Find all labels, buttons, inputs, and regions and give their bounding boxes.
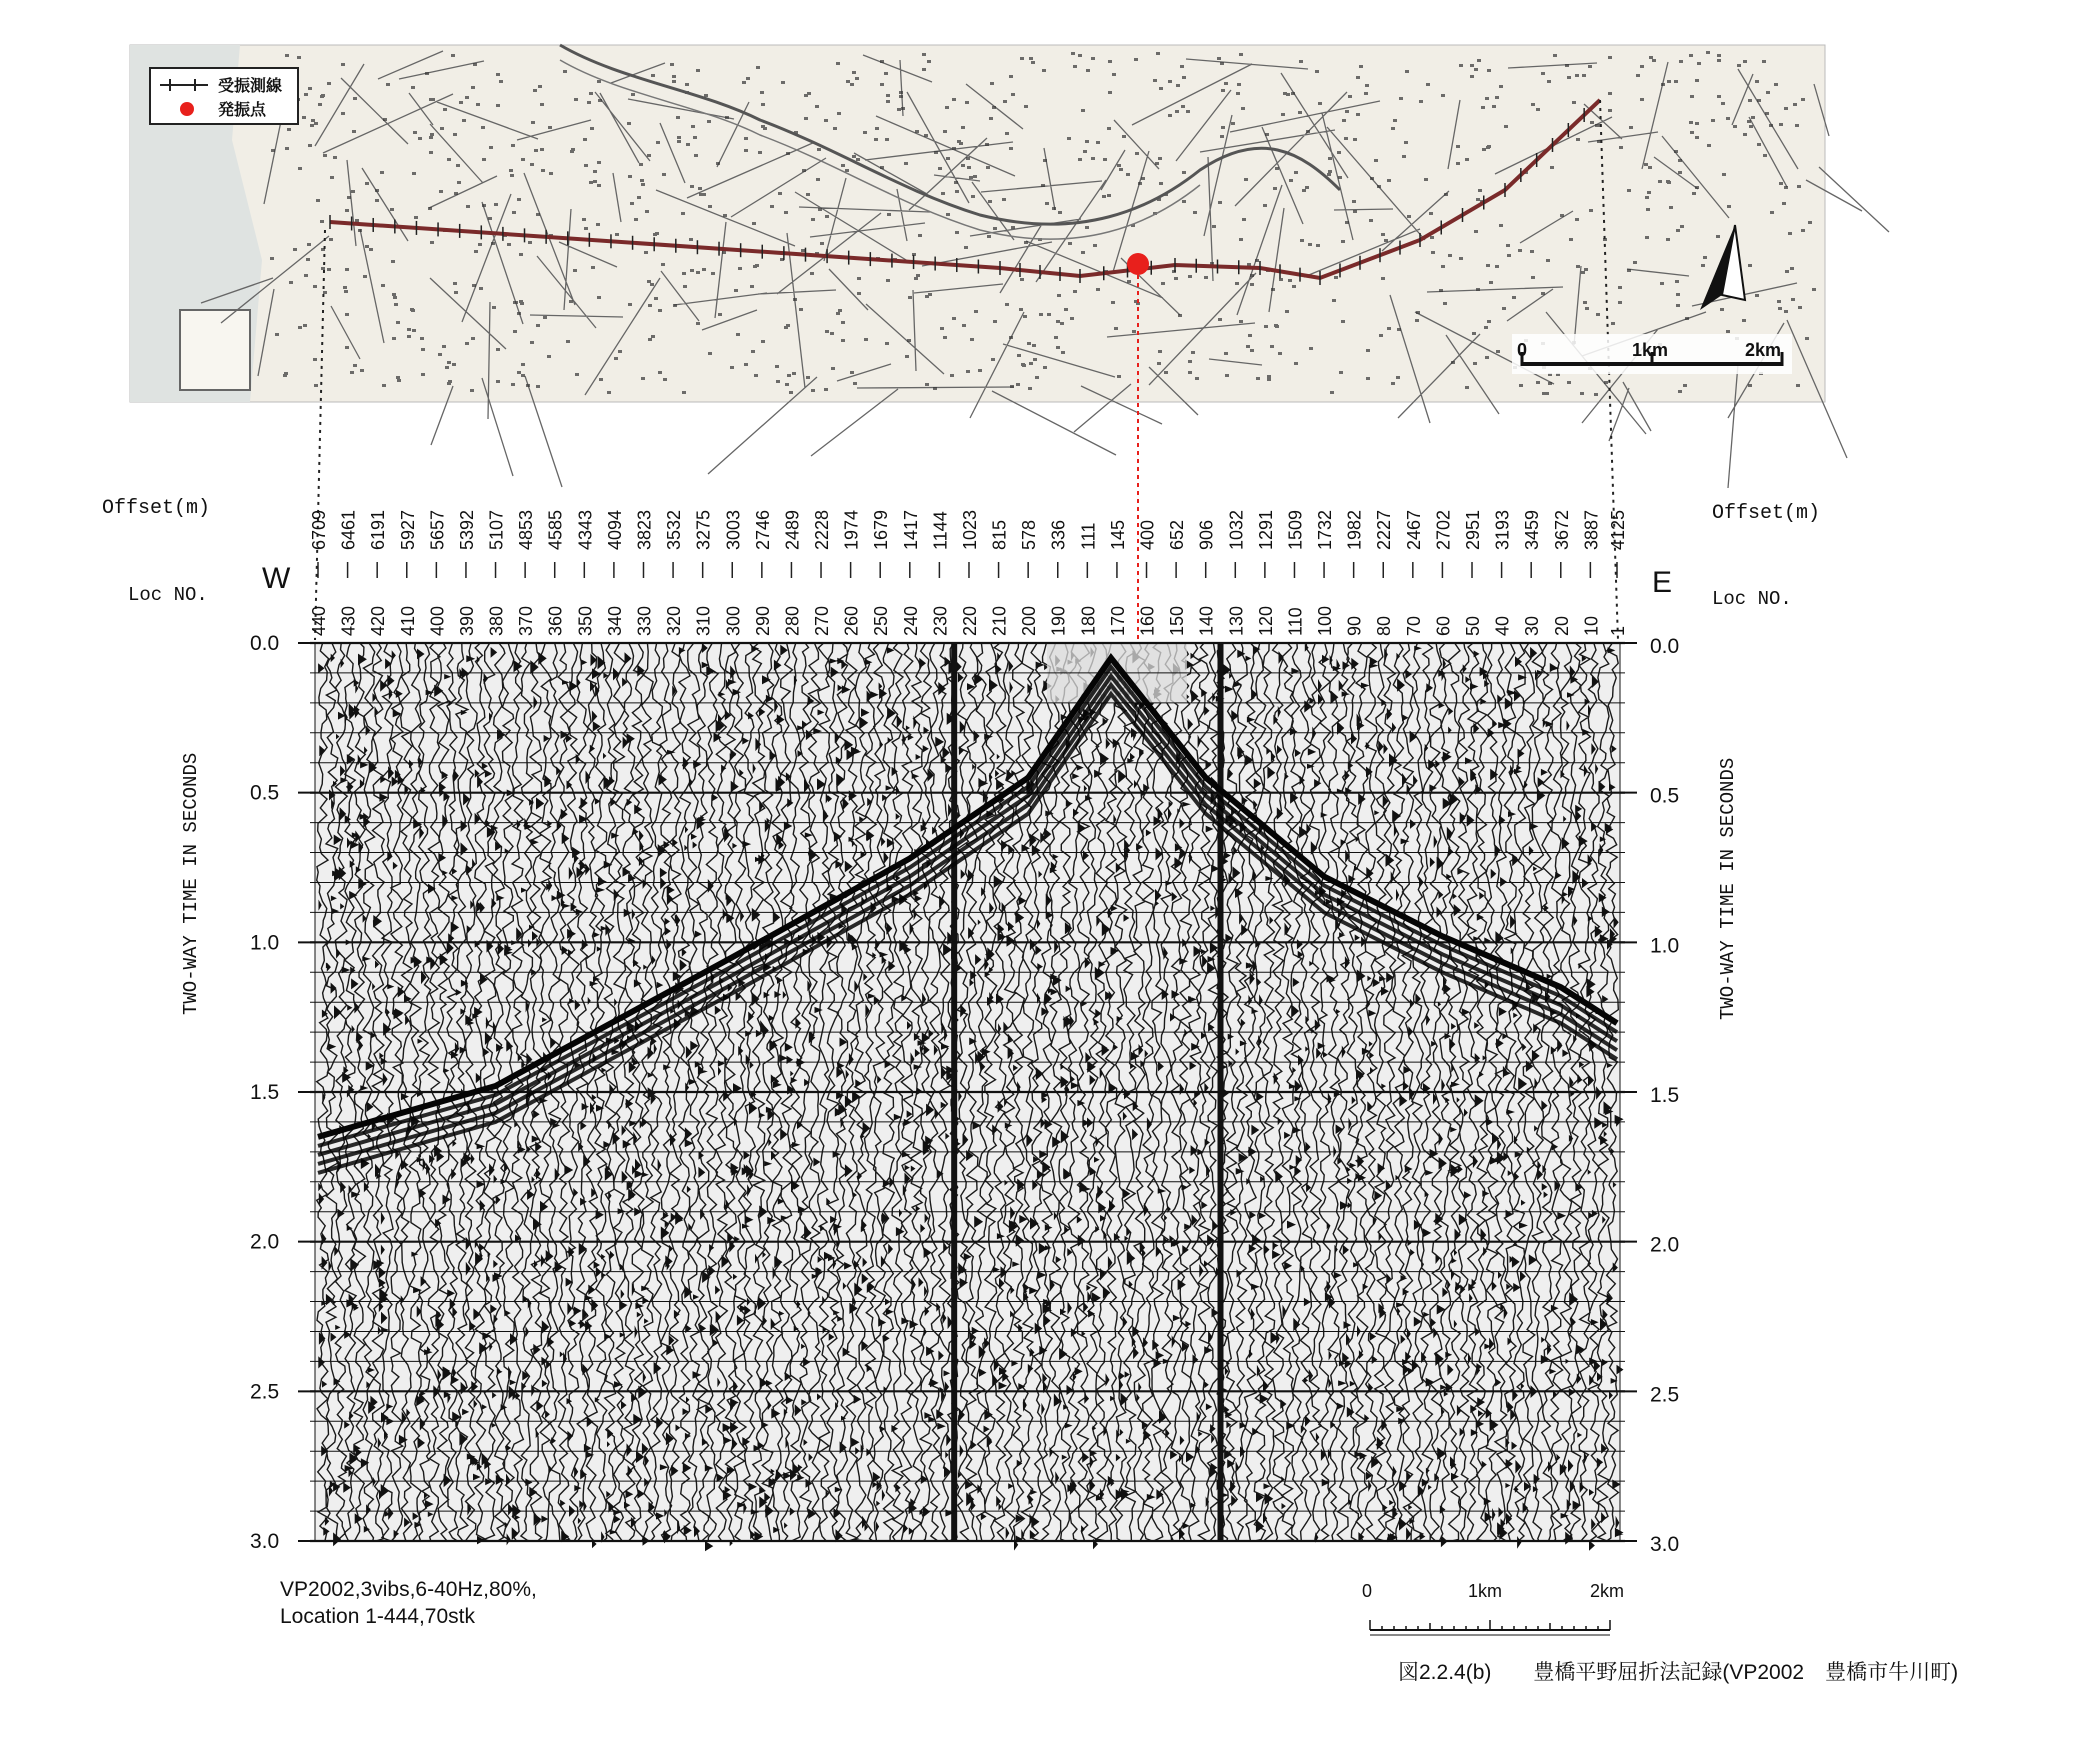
scale-label-2: 2km <box>1590 1581 1625 1601</box>
offset-label: 1032 <box>1226 509 1247 550</box>
offset-label: 4125 <box>1608 509 1628 550</box>
loc-number-label: 70 <box>1403 615 1424 636</box>
offset-label: 815 <box>989 519 1010 550</box>
loc-number-label: 220 <box>959 605 980 636</box>
offset-label: 1982 <box>1344 509 1365 550</box>
offset-label: 3003 <box>723 509 744 550</box>
offset-label: 1417 <box>900 509 921 550</box>
loc-number-label: 320 <box>664 605 685 636</box>
offset-label: 1509 <box>1285 509 1306 550</box>
loc-number-label: 280 <box>782 605 803 636</box>
map-legend <box>150 68 298 124</box>
offset-label: 6709 <box>309 509 329 550</box>
offset-label: 652 <box>1167 519 1188 550</box>
loc-label-right: Loc NO. <box>1712 588 1792 610</box>
loc-number-label: 240 <box>900 605 921 636</box>
loc-number-label: 200 <box>1019 605 1040 636</box>
time-tick-label-left: 2.0 <box>250 1230 280 1254</box>
offset-label: 5657 <box>427 509 448 550</box>
loc-number-label: 160 <box>1137 605 1158 636</box>
scale-label-0: 0 <box>1362 1581 1373 1601</box>
time-tick-label-right: 3.0 <box>1650 1533 1680 1556</box>
acquisition-note-line2: Location 1-444,70stk <box>280 1605 475 1628</box>
trace-header-labels <box>309 510 1628 636</box>
time-tick-label-left: 2.5 <box>250 1380 280 1404</box>
map-scale-label-0: 0 <box>1517 340 1528 360</box>
seismic-record <box>310 643 1625 1551</box>
harbor-block <box>180 310 250 390</box>
loc-number-label: 100 <box>1315 605 1336 636</box>
legend-point-label: 発振点 <box>218 102 267 119</box>
loc-number-label: 190 <box>1048 605 1069 636</box>
offset-label: 5927 <box>397 509 418 550</box>
loc-number-label: 300 <box>723 605 744 636</box>
offset-label: 6461 <box>338 509 359 550</box>
offset-label: 1679 <box>871 509 892 550</box>
shot-point-marker <box>1127 253 1149 275</box>
direction-east: E <box>1652 566 1673 599</box>
acquisition-note-line1: VP2002,3vibs,6-40Hz,80%, <box>280 1578 537 1601</box>
offset-label: 2951 <box>1463 509 1484 550</box>
loc-number-label: 430 <box>338 605 359 636</box>
offset-label: 3672 <box>1551 509 1572 550</box>
offset-label-right: Offset(m) <box>1712 502 1821 525</box>
offset-label: 1144 <box>930 511 951 550</box>
loc-number-label: 390 <box>456 605 477 636</box>
offset-label: 2489 <box>782 509 803 550</box>
offset-label: 4585 <box>545 509 566 550</box>
loc-number-label: 230 <box>930 605 951 636</box>
loc-number-label: 50 <box>1463 615 1484 636</box>
loc-number-label: 330 <box>634 605 655 636</box>
loc-number-label: 40 <box>1492 615 1513 636</box>
offset-label: 1291 <box>1255 509 1276 550</box>
map-scale-label-1: 1km <box>1632 340 1669 360</box>
time-tick-label-left: 3.0 <box>250 1530 280 1553</box>
offset-label: 5107 <box>486 509 507 550</box>
distance-scale-bar <box>1362 1581 1624 1635</box>
loc-number-label: 350 <box>575 605 596 636</box>
time-axis-right <box>1620 635 1679 1556</box>
loc-number-label: 380 <box>486 605 507 636</box>
time-axis-left <box>250 632 315 1553</box>
loc-number-label: 270 <box>812 605 833 636</box>
loc-number-label: 410 <box>397 605 418 636</box>
loc-number-label: 310 <box>693 605 714 636</box>
loc-number-label: 120 <box>1255 605 1276 636</box>
offset-label: 400 <box>1137 519 1158 550</box>
offset-label: 2228 <box>812 509 833 550</box>
loc-number-label: 130 <box>1226 605 1247 636</box>
map-scale-bar <box>1512 334 1792 374</box>
time-tick-label-right: 2.5 <box>1650 1383 1680 1407</box>
loc-number-label: 370 <box>516 605 537 636</box>
offset-label: 5392 <box>456 509 477 550</box>
ylabel-right: TWO-WAY TIME IN SECONDS <box>1717 757 1739 1020</box>
offset-label: 1974 <box>841 509 862 550</box>
loc-number-label: 420 <box>368 605 389 636</box>
offset-label: 6191 <box>368 509 389 550</box>
offset-label: 2746 <box>752 509 773 550</box>
offset-label: 336 <box>1048 519 1069 550</box>
offset-label: 145 <box>1107 519 1128 550</box>
time-tick-label-right: 1.5 <box>1650 1084 1680 1107</box>
legend-shot-dot <box>180 102 194 116</box>
map-scale-label-2: 2km <box>1745 340 1782 360</box>
loc-number-label: 1 <box>1608 625 1628 636</box>
loc-number-label: 60 <box>1433 615 1454 636</box>
loc-number-label: 30 <box>1522 615 1543 636</box>
offset-label: 3193 <box>1492 509 1513 550</box>
scale-label-1: 1km <box>1468 1581 1503 1601</box>
loc-number-label: 90 <box>1344 615 1365 636</box>
legend-line-label: 受振測線 <box>218 78 283 95</box>
ylabel-left: TWO-WAY TIME IN SECONDS <box>180 752 202 1015</box>
time-tick-label-right: 0.0 <box>1650 635 1680 658</box>
time-tick-label-left: 0.5 <box>250 781 280 805</box>
offset-label: 3459 <box>1522 509 1543 550</box>
offset-label: 111 <box>1078 522 1099 550</box>
loc-number-label: 290 <box>752 605 773 636</box>
offset-label-left: Offset(m) <box>102 497 211 520</box>
loc-number-label: 20 <box>1551 615 1572 636</box>
offset-label: 578 <box>1019 519 1040 550</box>
offset-label: 3887 <box>1581 509 1602 550</box>
figure-caption: 図2.2.4(b) 豊橋平野屈折法記録(VP2002 豊橋市牛川町) <box>1398 1661 1959 1684</box>
loc-number-label: 440 <box>309 605 329 636</box>
time-tick-label-left: 1.5 <box>250 1081 280 1104</box>
offset-label: 3823 <box>634 509 655 550</box>
direction-west: W <box>262 562 291 595</box>
time-tick-label-right: 1.0 <box>1650 934 1680 958</box>
offset-label: 4853 <box>516 509 537 550</box>
time-tick-label-left: 1.0 <box>250 931 280 955</box>
time-tick-label-right: 0.5 <box>1650 784 1680 808</box>
loc-number-label: 150 <box>1167 605 1188 636</box>
offset-label: 4343 <box>575 509 596 550</box>
offset-label: 2702 <box>1433 509 1454 550</box>
loc-number-label: 250 <box>871 605 892 636</box>
loc-number-label: 400 <box>427 605 448 636</box>
offset-label: 2227 <box>1374 509 1395 550</box>
loc-number-label: 80 <box>1374 615 1395 636</box>
loc-number-label: 210 <box>989 605 1010 636</box>
offset-label: 3275 <box>693 509 714 550</box>
loc-number-label: 170 <box>1107 605 1128 636</box>
scale-ticks <box>1370 1620 1610 1630</box>
offset-label: 4094 <box>604 509 625 550</box>
loc-number-label: 260 <box>841 605 862 636</box>
loc-number-label: 140 <box>1196 605 1217 636</box>
offset-label: 1023 <box>959 509 980 550</box>
offset-label: 906 <box>1196 519 1217 550</box>
loc-number-label: 180 <box>1078 605 1099 636</box>
loc-number-label: 10 <box>1581 615 1602 636</box>
offset-label: 1732 <box>1315 509 1336 550</box>
time-tick-label-right: 2.0 <box>1650 1233 1680 1257</box>
location-map <box>130 45 1889 660</box>
loc-label-left: Loc NO. <box>128 584 208 606</box>
offset-label: 2467 <box>1403 509 1424 550</box>
loc-number-label: 360 <box>545 605 566 636</box>
loc-number-label: 110 <box>1285 607 1306 636</box>
time-tick-label-left: 0.0 <box>250 632 280 655</box>
offset-label: 3532 <box>664 509 685 550</box>
loc-number-label: 340 <box>604 605 625 636</box>
